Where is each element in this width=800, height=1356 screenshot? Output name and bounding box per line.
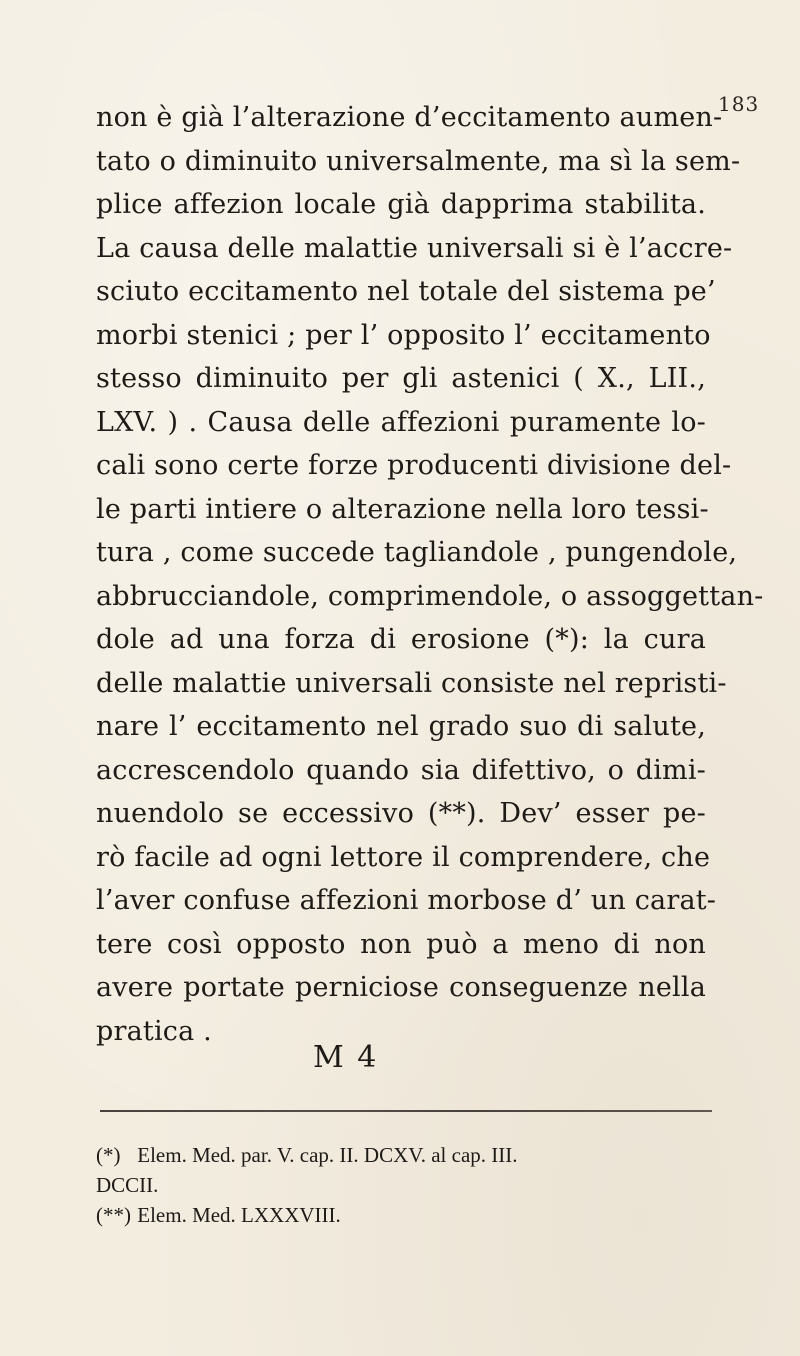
- text-line: morbi stenici ; per l’ opposito l’ eccitamento: [96, 319, 711, 351]
- text-line: cali sono certe forze producenti divisione del-: [96, 450, 732, 481]
- text-line: accrescendolo quando sia difettivo, o dimi-: [96, 754, 706, 786]
- page-number: 183: [718, 92, 760, 116]
- footnote-marker: (**): [96, 1203, 131, 1227]
- text-line: tere così opposto non può a meno di non: [96, 928, 706, 960]
- text-line: stesso diminuito per gli astenici ( X., LII.,: [96, 363, 706, 394]
- text-line: nare l’ eccitamento nel grado suo di salute,: [96, 711, 706, 742]
- text-line: non è già l’alterazione d’eccitamento aumen-: [96, 102, 723, 133]
- text-line: La causa delle malattie universali si è l’accre-: [96, 232, 733, 264]
- text-line: pratica .: [96, 1015, 212, 1047]
- text-line: tato o diminuito universalmente, ma sì la sem-: [96, 145, 741, 177]
- text-line: tura , come succede tagliandole , pungendole,: [96, 537, 738, 568]
- text-line: sciuto eccitamento nel totale del sistema pe’: [96, 276, 716, 307]
- footnote: [96, 1140, 716, 1170]
- text-line: abbrucciandole, comprimendole, o assoggettan-: [96, 580, 764, 612]
- footnote: [96, 1200, 716, 1230]
- footnote-marker: (*): [96, 1143, 121, 1167]
- text-line: delle malattie universali consiste nel repristi-: [96, 667, 727, 699]
- text-line: LXV. ) . Causa delle affezioni puramente lo-: [96, 406, 706, 438]
- text-line: l’aver confuse affezioni morbose d’ un carat-: [96, 885, 717, 916]
- text-line: le parti intiere o alterazione nella loro tessi-: [96, 493, 709, 525]
- text-line: dole ad una forza di erosione (*): la cura: [96, 624, 706, 655]
- text-line: avere portate perniciose conseguenze nella: [96, 972, 706, 1003]
- text-line: nuendolo se eccessivo (**). Dev’ esser pe-: [96, 798, 706, 829]
- footnote-divider: [100, 1110, 712, 1112]
- text-line: rò facile ad ogni lettore il comprendere, che: [96, 841, 711, 873]
- footnotes: [96, 1140, 716, 1230]
- footnote-continuation: DCCII.: [96, 1173, 159, 1197]
- footnote-text: Elem. Med. LXXXVIII.: [137, 1203, 341, 1227]
- footnote-text: Elem. Med. par. V. cap. II. DCXV. al cap. III.: [137, 1143, 518, 1167]
- text-line: plice affezion locale già dapprima stabilita.: [96, 189, 706, 220]
- signature-mark: M 4: [313, 1040, 379, 1075]
